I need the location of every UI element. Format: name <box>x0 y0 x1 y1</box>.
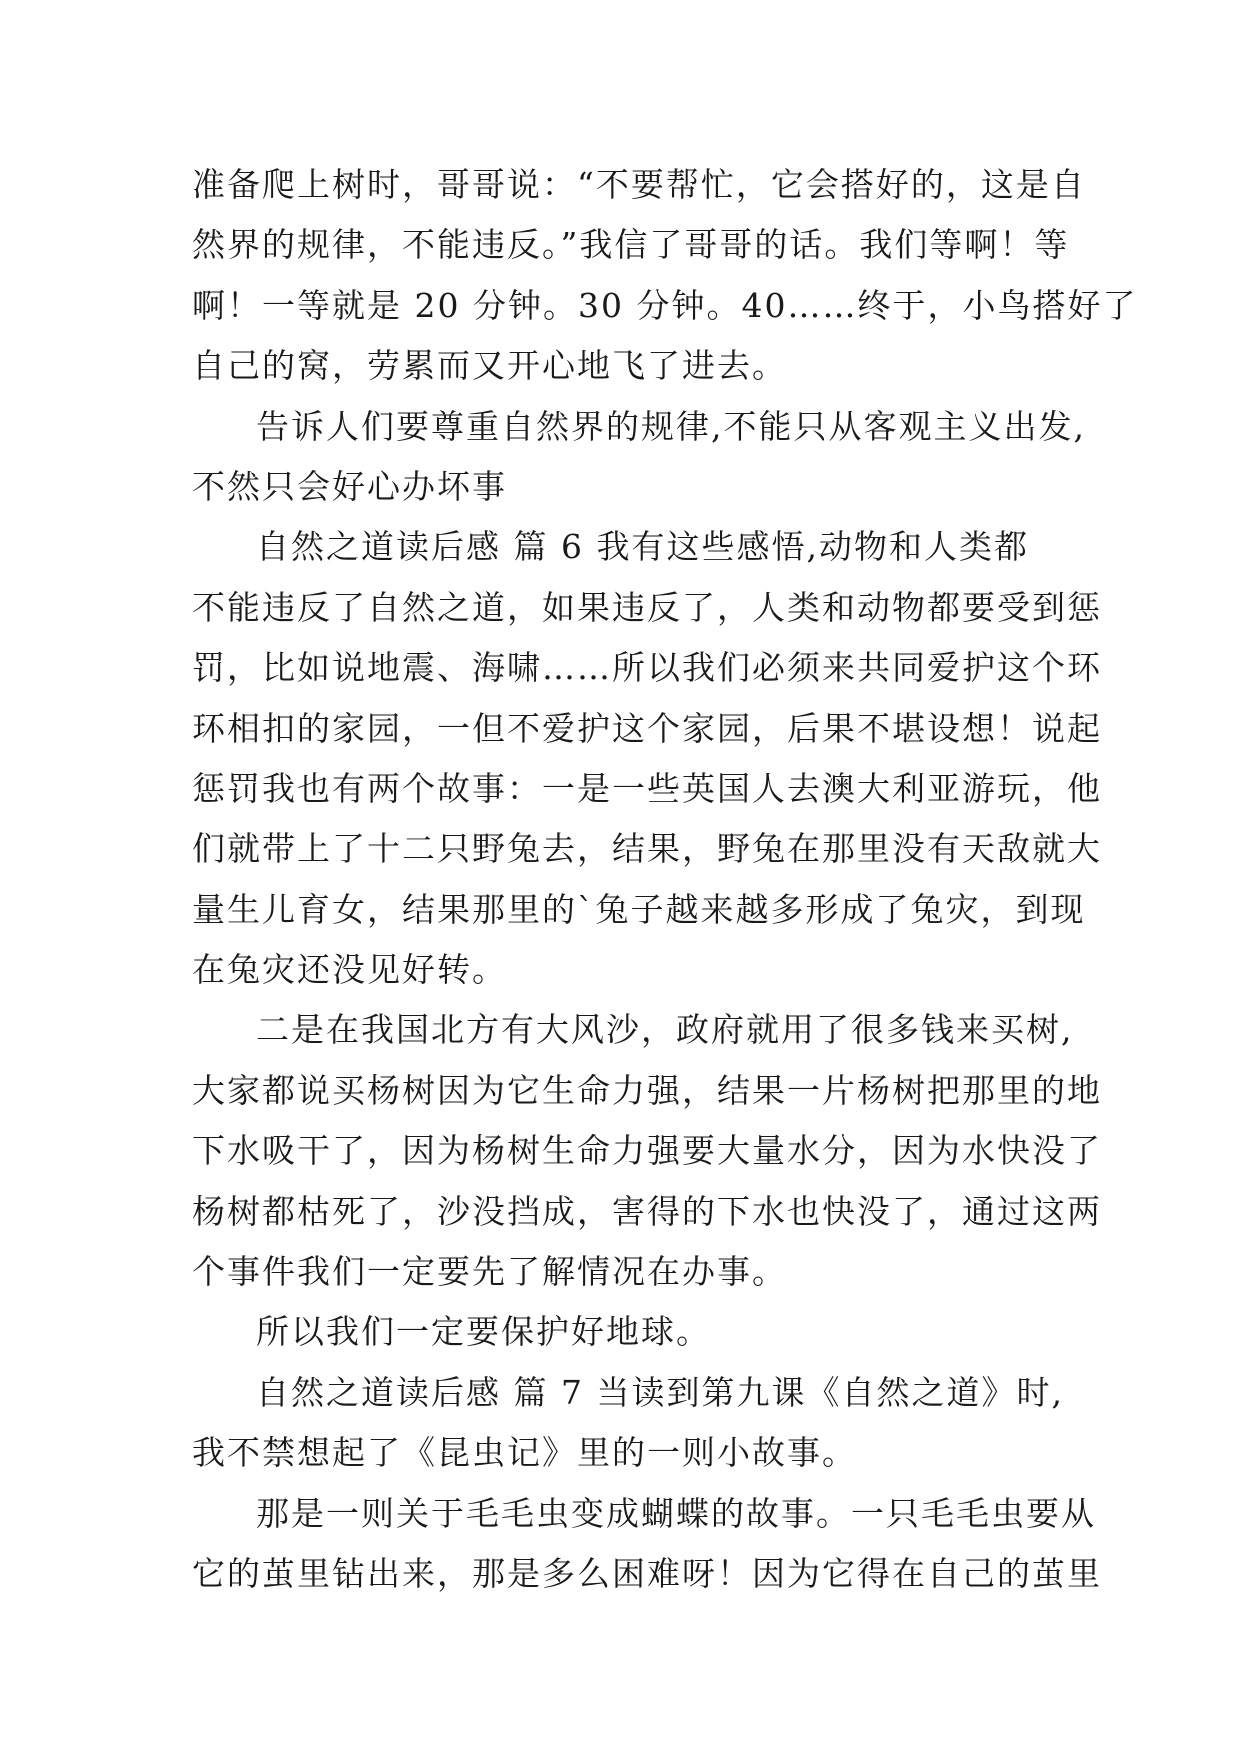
text-line: 然界的规律，不能违反。”我信了哥哥的话。我们等啊！等 <box>192 225 1070 265</box>
text-line: 啊！一等就是 20 分钟。30 分钟。40……终于，小鸟搭好了 <box>192 285 1138 325</box>
body-text <box>192 155 1138 1604</box>
paragraph-start-line: 所以我们一定要保护好地球。 <box>256 1312 711 1352</box>
text-line: 罚，比如说地震、海啸……所以我们必须来共同爱护这个环 <box>192 648 1102 688</box>
text-line: 下水吸干了，因为杨树生命力强要大量水分，因为水快没了 <box>192 1131 1102 1171</box>
section-heading-line-7: 自然之道读后感 篇 7 当读到第九课《自然之道》时, <box>256 1372 1064 1412</box>
text-line: 我不禁想起了《昆虫记》里的一则小故事。 <box>192 1433 857 1473</box>
section-heading-line-6: 自然之道读后感 篇 6 我有这些感悟,动物和人类都 <box>256 527 1029 567</box>
text-line: 量生儿育女，结果那里的`兔子越来越多形成了兔灾，到现 <box>192 889 1086 929</box>
text-line: 惩罚我也有两个故事：一是一些英国人去澳大利亚游玩，他 <box>192 768 1102 808</box>
text-line: 自己的窝，劳累而又开心地飞了进去。 <box>192 346 787 386</box>
text-line: 杨树都枯死了，沙没挡成，害得的下水也快没了，通过这两 <box>192 1191 1102 1231</box>
text-line: 在兔灾还没见好转。 <box>192 950 507 990</box>
paragraph-start-line: 二是在我国北方有大风沙，政府就用了很多钱来买树, <box>256 1010 1074 1050</box>
paragraph-start-line: 告诉人们要尊重自然界的规律,不能只从客观主义出发, <box>256 406 1086 446</box>
text-line: 们就带上了十二只野兔去，结果，野兔在那里没有天敌就大 <box>192 829 1102 869</box>
text-line: 环相扣的家园，一但不爱护这个家园，后果不堪设想！说起 <box>192 708 1102 748</box>
text-line: 准备爬上树时，哥哥说：“不要帮忙，它会搭好的，这是自 <box>192 165 1086 204</box>
text-line: 大家都说买杨树因为它生命力强，结果一片杨树把那里的地 <box>192 1070 1102 1110</box>
text-line: 个事件我们一定要先了解情况在办事。 <box>192 1252 787 1292</box>
text-line: 不能违反了自然之道，如果违反了，人类和动物都要受到惩 <box>192 587 1102 627</box>
paragraph-start-line: 那是一则关于毛毛虫变成蝴蝶的故事。一只毛毛虫要从 <box>256 1493 1096 1533</box>
text-line: 它的茧里钻出来，那是多么困难呀！因为它得在自己的茧里 <box>192 1553 1102 1593</box>
text-line: 不然只会好心办坏事 <box>192 466 507 506</box>
